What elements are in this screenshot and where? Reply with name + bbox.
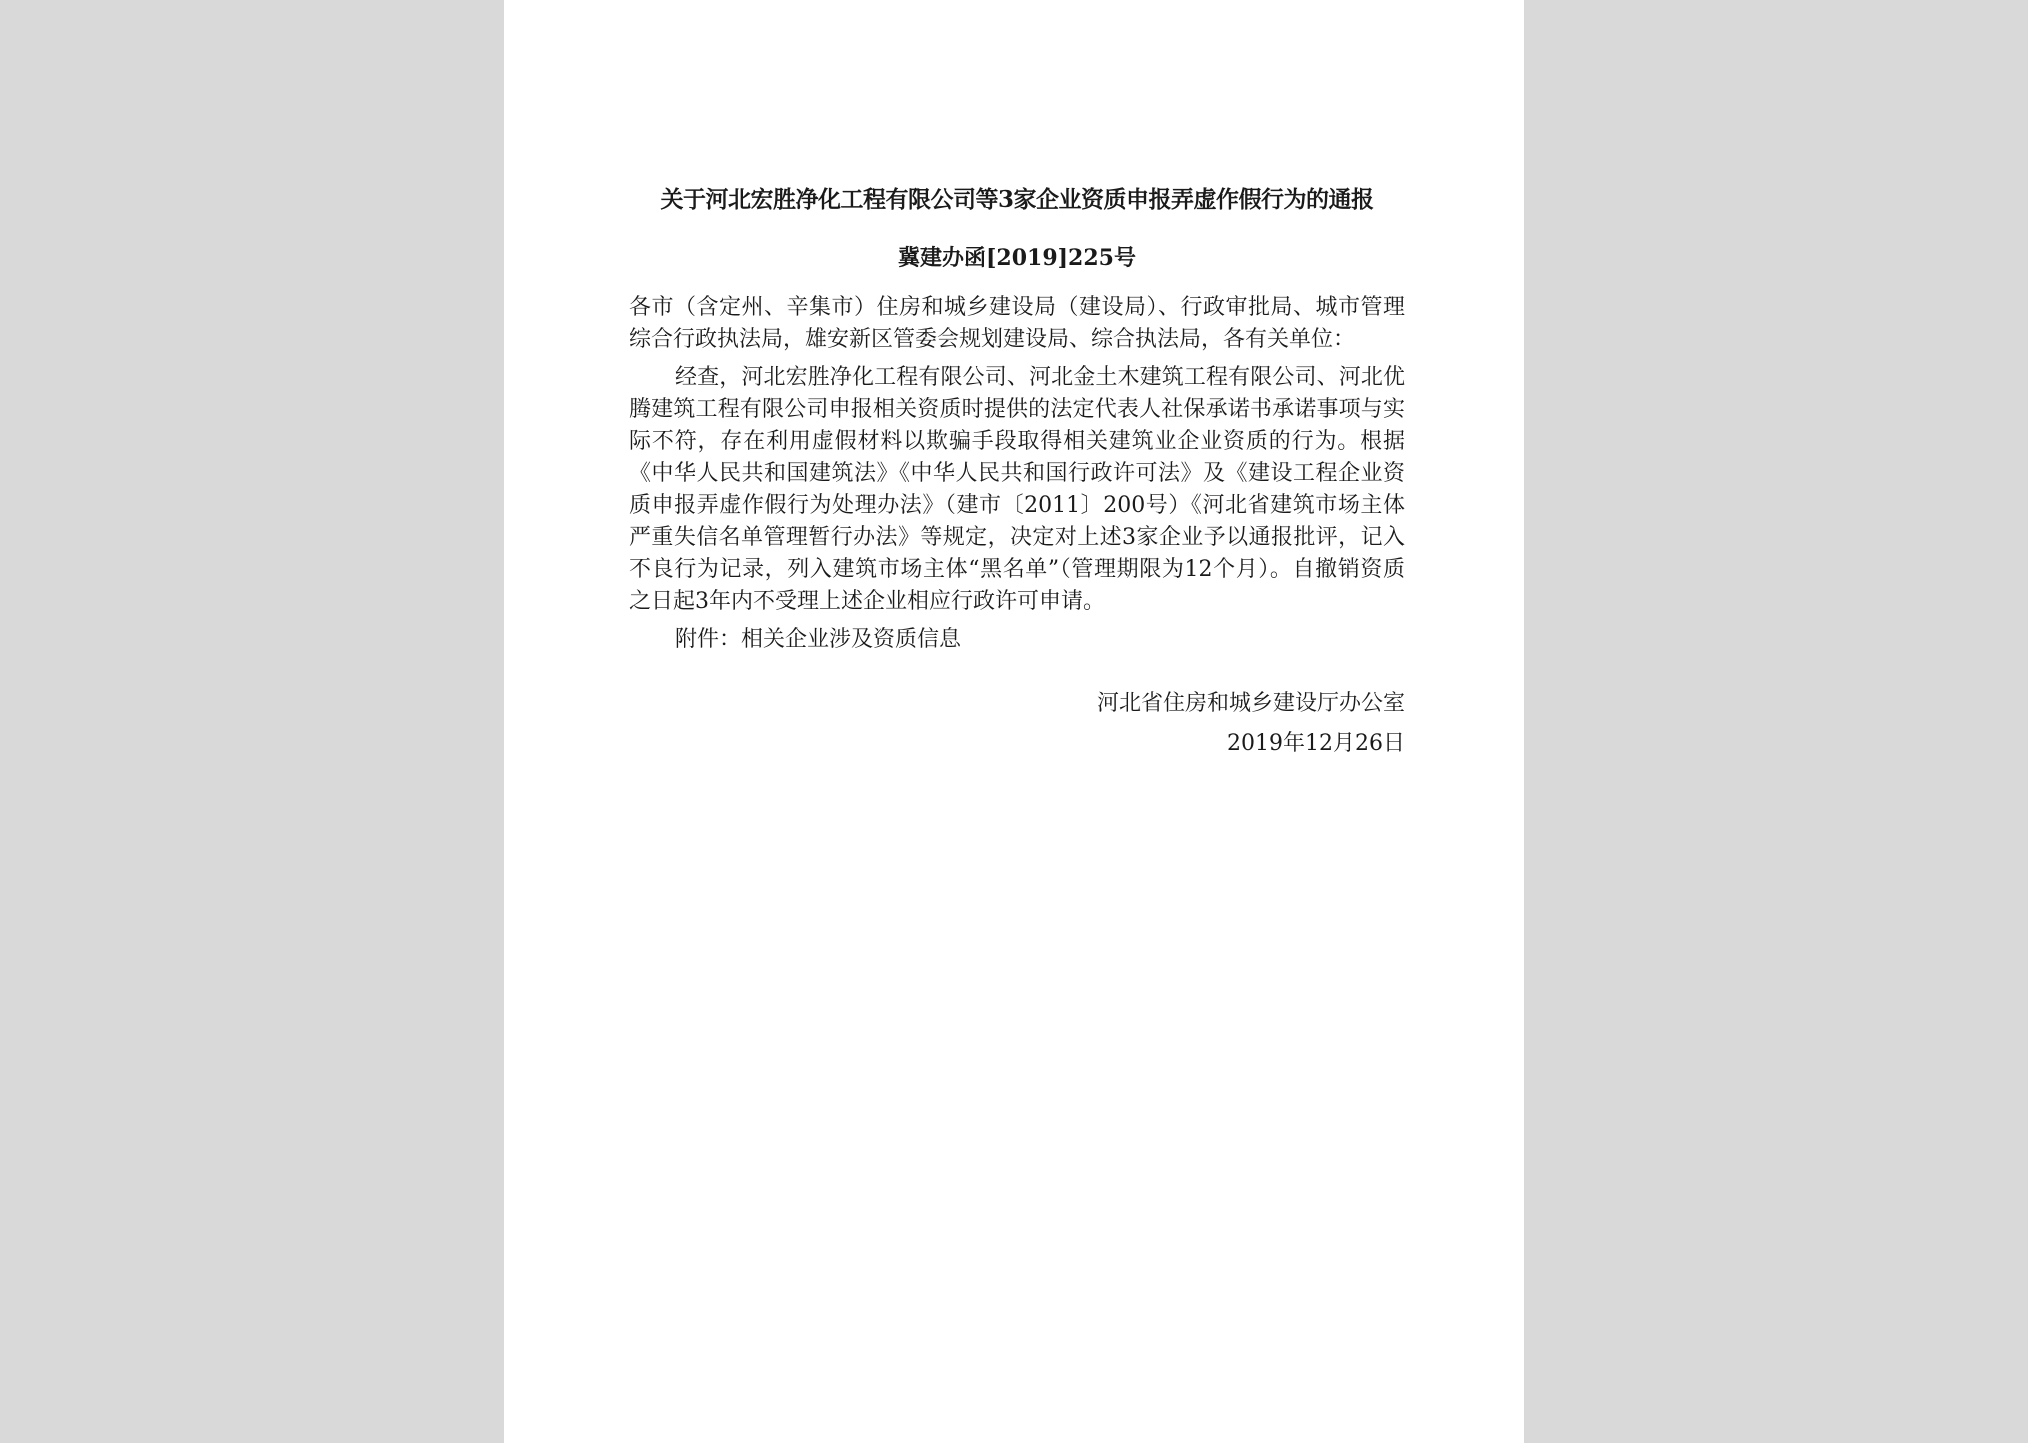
issuer-name: 河北省住房和城乡建设厅办公室: [1096, 691, 1405, 716]
document-number: 冀建办函[2019]225号: [898, 245, 1136, 271]
document-page: [504, 0, 1524, 1443]
issue-date: 2019年12月26日: [1227, 731, 1405, 756]
document-title: 关于河北宏胜净化工程有限公司等3家企业资质申报弄虚作假行为的通报: [660, 186, 1374, 213]
document-content: [629, 180, 1405, 764]
recipients-paragraph: 各市（含定州、辛集市）住房和城乡建设局（建设局）、行政审批局、城市管理综合行政执法局，雄安新区管委会规划建设局、综合执法局，各有关单位：: [629, 295, 1405, 352]
body-paragraph: 经查，河北宏胜净化工程有限公司、河北金土木建筑工程有限公司、河北优腾建筑工程有限公司申报相关资质时提供的法定代表人社保承诺书承诺事项与实际不符，存在利用虚假材料以欺骗手段取得相关建筑业企业资质的行为。根据《中华人民共和国建筑法》《中华人民共和国行政许可法》及《建设工程企业资质申报弄虚作假行为处理办法》（建市〔2011〕200号）《河北省建筑市场主体严重失信名单管理暂行办法》等规定，决定对上述3家企业予以通报批评，记入不良行为记录，列入建筑市场主体“黑名单”（管理期限为12个月）。自撤销资质之日起3年内不受理上述企业相应行政许可申请。: [629, 365, 1405, 614]
attachment-line: 附件：相关企业涉及资质信息: [675, 627, 962, 652]
signature-block: [629, 684, 1405, 764]
